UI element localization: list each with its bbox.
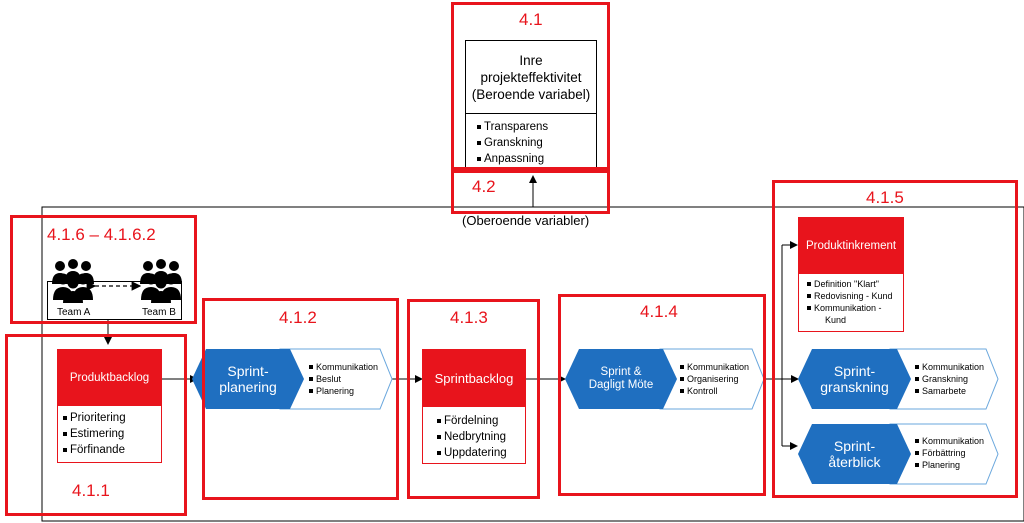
section-box-4-1-5 <box>772 180 1018 498</box>
produktbacklog-title: Produktbacklog <box>57 349 162 406</box>
title-line: återblick <box>828 454 881 470</box>
list-item: Planering <box>309 385 378 397</box>
title-line: granskning <box>820 379 889 395</box>
list-item: Uppdatering <box>437 445 525 461</box>
list-item: Planering <box>915 459 984 471</box>
section-box-4-1-4 <box>558 294 766 496</box>
independent-label: (Oberoende variabler) <box>462 213 590 228</box>
section-label-4-1-3: 4.1.3 <box>450 308 488 327</box>
list-item: Beslut <box>309 373 378 385</box>
title-line: Sprint- <box>833 362 876 379</box>
dependent-title-line: Inre <box>519 52 543 68</box>
list-item: Samarbete <box>915 385 984 397</box>
list-item: Redovisning - Kund <box>807 290 903 302</box>
section-box-4-1-3 <box>407 299 540 499</box>
team-b-label: Team B <box>142 307 176 318</box>
title-line: Dagligt Möte <box>588 379 654 391</box>
dependent-title-line: (Beroende variabel) <box>471 86 591 102</box>
list-item: Förbättring <box>915 447 984 459</box>
list-item: Kontroll <box>680 385 749 397</box>
section-label-4-1-6: 4.1.6 – 4.1.6.2 <box>47 225 156 244</box>
section-label-4-1-4: 4.1.4 <box>640 302 678 321</box>
section-label-4-1-1: 4.1.1 <box>72 481 110 500</box>
list-item: Anpassning <box>477 151 596 167</box>
list-item: Nedbrytning <box>437 429 525 445</box>
list-item: Förfinande <box>63 442 161 458</box>
list-item: Fördelning <box>437 413 525 429</box>
list-item: Kommunikation - <box>807 302 903 314</box>
section-label-4-1: 4.1 <box>519 10 543 29</box>
section-box-4-1-2 <box>202 298 399 500</box>
list-item: Kommunikation <box>915 361 984 373</box>
list-item: Prioritering <box>63 410 161 426</box>
list-item: Transparens <box>477 119 596 135</box>
section-label-4-2: 4.2 <box>472 177 496 196</box>
produktinkrement-title: Produktinkrement <box>798 217 904 274</box>
title-line: Sprint- <box>833 437 876 454</box>
list-item: Kommunikation <box>680 361 749 373</box>
list-item: Granskning <box>915 373 984 385</box>
title-line: planering <box>219 379 277 395</box>
team-a-label: Team A <box>57 307 91 318</box>
list-item: Definition "Klart" <box>807 278 903 290</box>
section-label-4-1-5: 4.1.5 <box>866 188 904 207</box>
title-line: Sprint- <box>227 362 269 379</box>
title-line: Sprint & <box>600 365 642 378</box>
list-item: Organisering <box>680 373 749 385</box>
dependent-title-line: projekteffektivitet <box>480 69 582 85</box>
list-item: Kommunikation <box>309 361 378 373</box>
list-item: Kommunikation <box>915 435 984 447</box>
sprintbacklog-title: Sprintbacklog <box>422 349 526 407</box>
section-label-4-1-2: 4.1.2 <box>279 308 317 327</box>
list-item-continuation: Kund <box>825 315 847 325</box>
list-item: Estimering <box>63 426 161 442</box>
list-item: Granskning <box>477 135 596 151</box>
